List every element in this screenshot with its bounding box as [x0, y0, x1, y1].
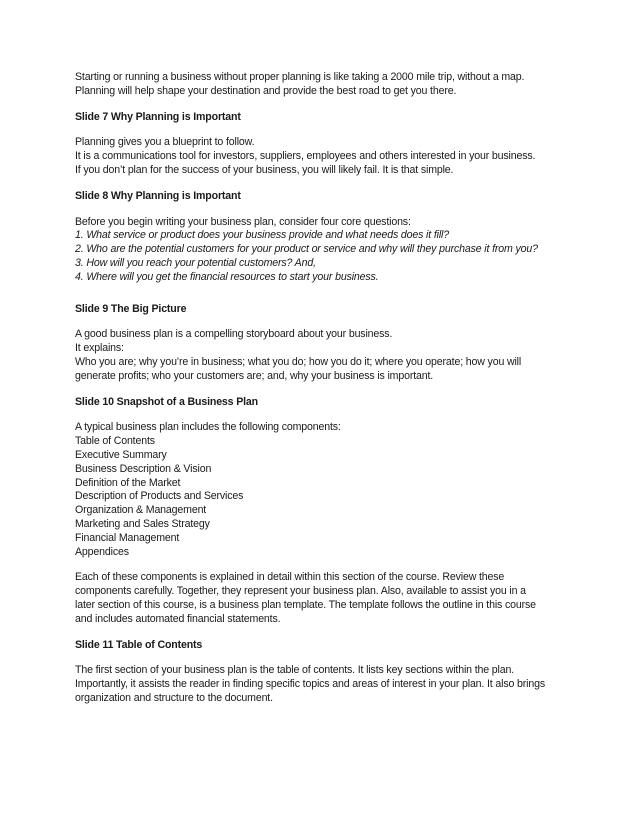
slide9-line: It explains:	[75, 342, 124, 355]
slide11-line: organization and structure to the document.	[75, 691, 273, 704]
component-item: Description of Products and Services	[75, 490, 244, 503]
slide11-line: The first section of your business plan is the table of contents. It lists key sections within the plan.	[75, 664, 514, 677]
slide9-line: A good business plan is a compelling storyboard about your business.	[75, 328, 393, 341]
slide10-closing	[75, 571, 598, 626]
component-item: Business Description & Vision	[75, 462, 212, 475]
intro-line: Planning will help shape your destination and provide the best road to get you there.	[75, 84, 457, 97]
slide8-paragraph	[75, 216, 598, 285]
component-item: Organization & Management	[75, 504, 207, 517]
component-item: Appendices	[75, 545, 129, 558]
slide8-heading: Slide 8 Why Planning is Important	[75, 189, 241, 202]
component-item: Financial Management	[75, 531, 180, 544]
slide8-lead: Before you begin writing your business plan, consider four core questions:	[75, 215, 411, 228]
intro-paragraph	[75, 71, 598, 99]
slide11-paragraph	[75, 664, 598, 705]
component-item: Definition of the Market	[75, 476, 181, 489]
slide7-line: If you don’t plan for the success of your business, you will likely fail. It is that simple.	[75, 163, 454, 176]
slide10-closing-line: Each of these components is explained in detail within this section of the course. Review these	[75, 571, 505, 584]
question-item: 3. How will you reach your potential customers? And,	[75, 256, 316, 269]
component-item: Marketing and Sales Strategy	[75, 517, 210, 530]
slide9-line: Who you are; why you’re in business; what you do; how you do it; where you operate; how you will	[75, 355, 522, 368]
component-item: Table of Contents	[75, 435, 155, 448]
slide7-line: It is a communications tool for investors, suppliers, employees and others interested in your business.	[75, 150, 536, 163]
slide7-heading: Slide 7 Why Planning is Important	[75, 110, 241, 123]
slide10-lead: A typical business plan includes the following components:	[75, 421, 341, 434]
slide10-components	[75, 421, 598, 559]
question-item: 4. Where will you get the financial resources to start your business.	[75, 270, 379, 283]
question-item: 2. Who are the potential customers for your product or service and why will they purchase it from you?	[75, 243, 538, 256]
slide10-closing-line: and includes automated financial statements.	[75, 612, 281, 625]
slide9-paragraph	[75, 328, 598, 383]
component-item: Executive Summary	[75, 448, 167, 461]
slide11-line: Importantly, it assists the reader in finding specific topics and areas of interest in your plan. It also brings	[75, 678, 545, 691]
question-item: 1. What service or product does your business provide and what needs does it fill?	[75, 229, 449, 242]
slide11-heading: Slide 11 Table of Contents	[75, 638, 203, 651]
slide10-closing-line: components carefully. Together, they represent your business plan. Also, available to assist you in a	[75, 585, 526, 598]
intro-line: Starting or running a business without proper planning is like taking a 2000 mile trip, without a map.	[75, 71, 525, 83]
slide9-line: generate profits; who your customers are; and, why your business is important.	[75, 369, 434, 382]
slide9-heading: Slide 9 The Big Picture	[75, 302, 187, 315]
slide10-heading: Slide 10 Snapshot of a Business Plan	[75, 395, 258, 408]
slide7-paragraph	[75, 136, 598, 177]
slide7-line: Planning gives you a blueprint to follow.	[75, 136, 255, 149]
slide10-closing-line: later section of this course, is a business plan template. The template follows the outline in this course	[75, 598, 536, 611]
